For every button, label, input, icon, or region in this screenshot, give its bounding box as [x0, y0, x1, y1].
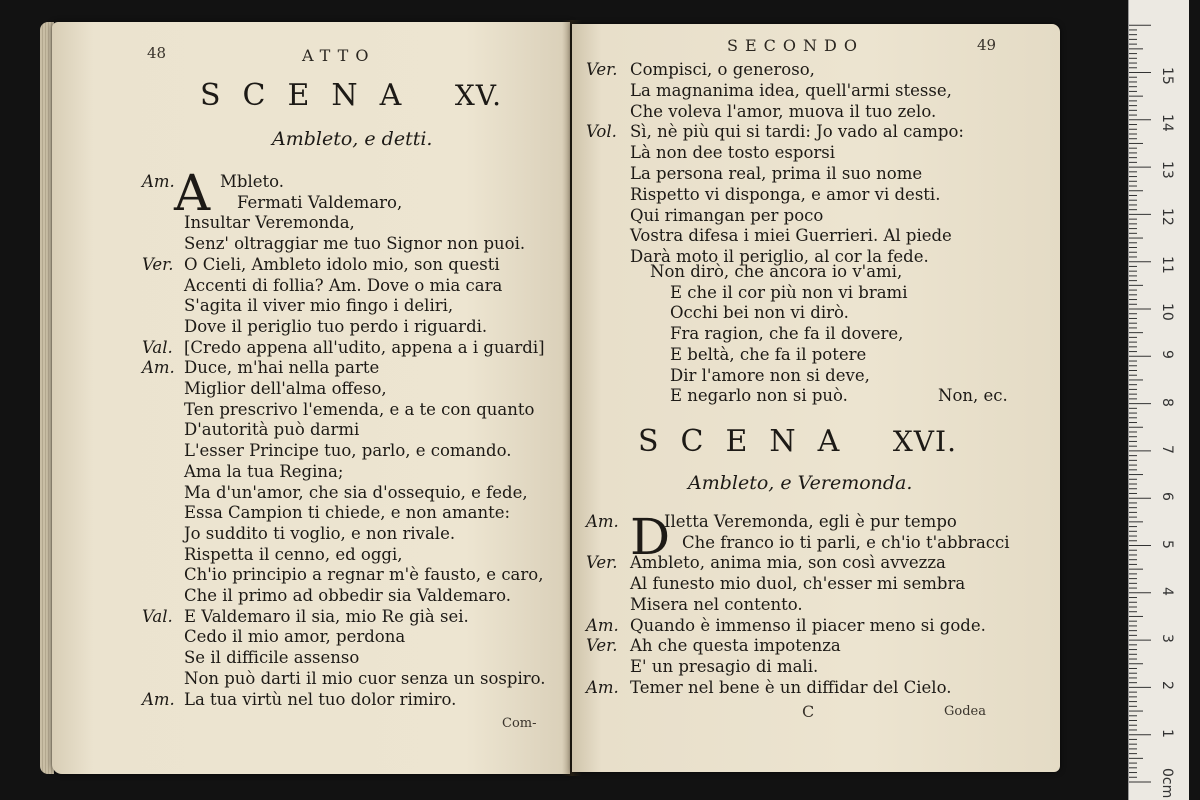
text-line: Accenti di follia? Am. Dove o mia cara [184, 275, 503, 295]
ruler-label: 7 [1159, 444, 1175, 454]
ruler-label: 1 [1159, 728, 1175, 738]
text-line: Darà moto il periglio, al cor la fede. [630, 247, 929, 267]
text-line: Che il primo ad obbedir sia Valdemaro. [184, 586, 511, 605]
text-line: O Cieli, Ambleto idolo mio, son questi [184, 254, 500, 274]
text-line: Jo suddito ti voglio, e non rivale. [184, 523, 456, 543]
text-line: Dove il periglio tuo perdo i riguardi. [184, 316, 488, 336]
text-line: Cedo il mio amor, perdona [184, 627, 406, 647]
text-line: Compisci, o generoso, [630, 60, 815, 79]
text-line: D'autorità può darmi [184, 420, 360, 440]
ruler-label: 15 [1159, 66, 1175, 85]
text-line: Misera nel contento. [630, 594, 803, 614]
text-line: Senz' oltraggiar me tuo Signor non puoi. [184, 234, 526, 254]
speaker-label: Val. [142, 337, 173, 357]
left-page [52, 22, 570, 774]
speaker-label: Am. [142, 172, 175, 191]
aria-line: E beltà, che fa il potere [670, 344, 867, 364]
measurement-ruler [1128, 0, 1189, 800]
scene-title [200, 78, 502, 113]
drop-cap: D [630, 508, 671, 566]
text-line: Che voleva l'amor, muova il tuo zelo. [630, 101, 937, 121]
ruler-label: 11 [1159, 255, 1175, 274]
speaker-label: Ver. [586, 636, 618, 656]
ruler-label: 14 [1159, 113, 1175, 132]
ruler-label: 4 [1159, 586, 1175, 596]
text-line: Fermati Valdemaro, [237, 192, 403, 212]
aria-line: E negarlo non si può. [670, 386, 848, 406]
text-line: La tua virtù nel tuo dolor rimiro. [184, 689, 457, 709]
text-line: E Valdemaro il sia, mio Re già sei. [184, 606, 469, 626]
ruler-label: 6 [1159, 492, 1175, 502]
text-line: Rispetto vi disponga, e amor vi desti. [630, 184, 941, 204]
text-line: Iletta Veremonda, egli è pur tempo [664, 512, 957, 531]
text-line: Là non dee tosto esporsi [630, 143, 836, 163]
text-line: L'esser Principe tuo, parlo, e comando. [184, 441, 512, 461]
right-page [572, 24, 1060, 772]
ruler-label: 0cm [1159, 768, 1175, 799]
text-line: Duce, m'hai nella parte [184, 358, 380, 378]
scene-characters: Ambleto, e Veremonda. [688, 472, 913, 494]
text-line: Al funesto mio duol, ch'esser mi sembra [630, 574, 966, 594]
aria-cue: Non, ec. [938, 386, 1008, 405]
speaker-label: Vol. [586, 122, 617, 142]
ruler-label: 10 [1159, 303, 1175, 321]
text-line: La persona real, prima il suo nome [630, 164, 923, 183]
ruler-label: 9 [1159, 350, 1175, 360]
scene-title-word: SCENA [638, 424, 862, 459]
text-line: Se il difficile assenso [184, 648, 360, 668]
text-line: Sì, nè più qui si tardi: Jo vado al campo: [630, 122, 964, 142]
aria-line: Dir l'amore non si deve, [670, 365, 870, 385]
speaker-label: Am. [586, 615, 619, 635]
running-head: SECONDO [727, 36, 864, 55]
text-line: Ten prescrivo l'emenda, e a te con quanto [184, 399, 535, 419]
page-number: 48 [147, 44, 167, 62]
ruler-label: 13 [1159, 161, 1175, 179]
text-line: Essa Campion ti chiede, e non amante: [184, 503, 511, 523]
speaker-label: Val. [142, 606, 173, 626]
speaker-label: Ver. [586, 553, 618, 573]
aria-line: Occhi bei non vi dirò. [670, 303, 849, 323]
ruler-label: 8 [1159, 397, 1175, 407]
scene-title [638, 424, 957, 459]
drop-cap: A [174, 164, 211, 222]
aria-line: E che il cor più non vi brami [670, 282, 908, 302]
text-line: Ama la tua Regina; [184, 461, 344, 481]
text-line: E' un presagio di mali. [630, 656, 819, 676]
ruler-label: 3 [1159, 634, 1175, 644]
text-line: Ma d'un'amor, che sia d'ossequio, e fede, [184, 482, 528, 502]
text-line: Qui rimangan per poco [630, 205, 824, 225]
speaker-label: Am. [586, 677, 619, 697]
text-line: S'agita il viver mio fingo i deliri, [184, 296, 454, 316]
text-line: Non può darti il mio cuor senza un sospiro. [184, 668, 546, 688]
text-line: Quando è immenso il piacer meno si gode. [630, 615, 986, 635]
text-line: Miglior dell'alma offeso, [184, 379, 387, 398]
catchword: Com- [502, 716, 537, 731]
text-line: La magnanima idea, quell'armi stesse, [630, 80, 952, 100]
aria-line: Fra ragion, che fa il dovere, [670, 324, 904, 344]
catchword: Godea [944, 704, 986, 719]
text-line: Ambleto, anima mia, son così avvezza [630, 553, 946, 573]
speaker-label: Am. [142, 358, 175, 378]
text-line: [Credo appena all'udito, appena a i guardi] [184, 337, 545, 357]
speaker-label: Am. [586, 512, 619, 531]
scene-number: XV. [454, 79, 503, 112]
text-line: Vostra difesa i miei Guerrieri. Al piede [630, 226, 952, 246]
text-line: Insultar Veremonda, [184, 213, 355, 233]
page-number: 49 [977, 36, 997, 54]
ruler-label: 12 [1159, 208, 1175, 227]
speaker-label: Ver. [586, 60, 618, 79]
signature-mark: C [802, 702, 815, 721]
scene-title-word: SCENA [200, 78, 424, 113]
text-line: Temer nel bene è un diffidar del Cielo. [630, 677, 952, 697]
text-line: Che franco io ti parli, e ch'io t'abbracci [682, 532, 1010, 552]
text-line: Ah che questa impotenza [630, 636, 841, 656]
text-line: Rispetta il cenno, ed oggi, [184, 544, 403, 564]
running-head: ATTO [302, 46, 376, 65]
text-line: Ch'io principio a regnar m'è fausto, e caro, [184, 565, 544, 585]
scene-characters: Ambleto, e detti. [272, 128, 433, 150]
scene-number: XVI. [892, 425, 957, 458]
ruler-label: 5 [1159, 539, 1175, 549]
speaker-label: Am. [142, 689, 175, 709]
aria-line: Non dirò, che ancora io v'ami, [650, 262, 903, 281]
text-line: Mbleto. [220, 172, 285, 191]
ruler-label: 2 [1159, 681, 1175, 691]
speaker-label: Ver. [142, 254, 174, 274]
